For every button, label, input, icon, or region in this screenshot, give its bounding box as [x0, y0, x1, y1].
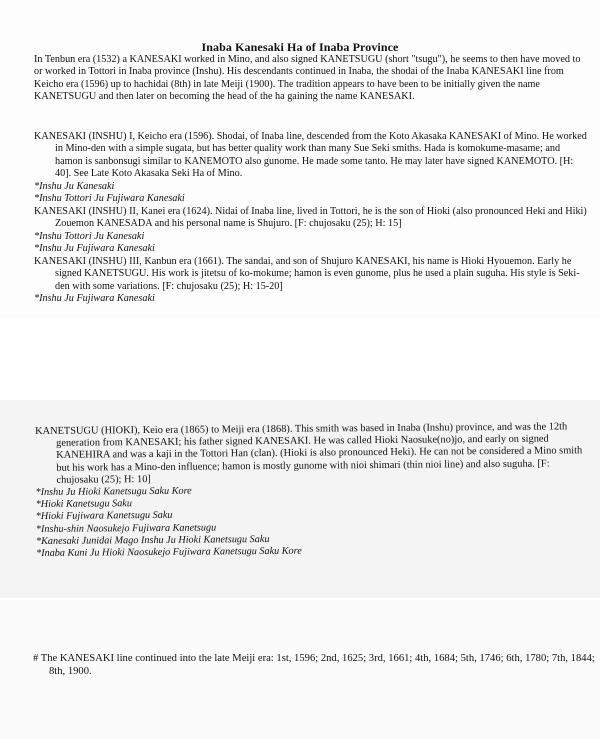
smith-entry: KANESAKI (INSHU) I, Keicho era (1596). Shodai, of Inaba line, descended from the Koto Akasaka KANESAKI of Mino. He worked in Mino-den with a simple sugata, but has better quality work than many Sue Seki smiths. Hada is komokume-masame; and hamon is sanbonsugi similar to KANEMOTO also gunome. He made some tanto. He may later have signed KANEMOTO. [H: 40]. See Late Koto Akasaka Seki Ha of Mino.	[34, 131, 587, 180]
signature-line: *Inshu Ju Fujiwara Kanesaki	[34, 243, 155, 255]
intro-paragraph: In Tenbun era (1532) a KANESAKI worked in Mino, and also signed KANETSUGU (short "tsugu"), he seems to then have moved to or worked in Tottori in Inaba province (Inshu). His descendants continued in Inaba, the shodai of the Inaba KANESAKI line from Keicho era (1596) up to hachidai (8th) in late Meiji (1900). The tradition appears to have been to be initially given the name KANETSUGU and then later on becoming the head of the ha gaining the name KANESAKI.	[34, 54, 581, 103]
signature-line: *Hioki Fujiwara Kanetsugu Saku	[35, 510, 173, 523]
signature-line: *Inaba Kuni Ju Hioki Naosukejo Fujiwara Kanetsugu Saku Kore	[36, 545, 302, 560]
signature-line: *Inshu Ju Hioki Kanetsugu Saku Kore	[35, 485, 192, 499]
signature-line: *Inshu-shin Naosukejo Fujiwara Kanetsugu	[35, 522, 217, 535]
smith-entries	[34, 131, 587, 306]
lineage-note: # The KANESAKI line continued into the late Meiji era: 1st, 1596; 2nd, 1625; 3rd, 1661; 4th, 1684; 5th, 1746; 6th, 1780; 7th, 1844; 8th, 1900.	[33, 653, 595, 677]
signature-line: *Inshu Tottori Ju Fujiwara Kanesaki	[34, 193, 185, 205]
page-title: Inaba Kanesaki Ha of Inaba Province	[201, 40, 399, 54]
smith-entry: KANESAKI (INSHU) III, Kanbun era (1661). The sandai, and son of Shujuro KANESAKI, his name is Hioki Hyouemon. Early he signed KANETSUGU. His work is jitetsu of ko-mokume; hamon is even gunome, plus he used a plain suguha. His style is Seki-den with some variations. [F: chujosaku (25); H: 15-20]	[34, 255, 580, 292]
signature-line: *Kanesaki Junidai Mago Inshu Ju Hioki Kanetsugu Saku	[35, 533, 270, 547]
signature-line: *Inshu Ju Fujiwara Kanesaki	[34, 293, 155, 305]
smith-entries	[35, 421, 592, 560]
signature-line: *Inshu Tottori Ju Kanesaki	[34, 230, 145, 242]
document-page-2	[0, 400, 600, 598]
signature-line: *Hioki Kanetsugu Saku	[35, 498, 132, 511]
document-page-1	[0, 0, 600, 318]
smith-entry: KANESAKI (INSHU) II, Kanei era (1624). Nidai of Inaba line, lived in Tottori, he is the son of Hioki (also pronounced Heki and Hiki) Zouemon KANESADA and his personal name is Shujuro. [F: chujosaku (25); H: 15]	[34, 205, 587, 230]
document-page-3	[0, 600, 600, 739]
smith-entry: KANETSUGU (HIOKI), Keio era (1865) to Meiji era (1868). This smith was based in Inaba (Inshu) province, and was the 12th generation from KANESAKI; his father signed KANESAKI. He was called Hioki Naosuke(no)jo, and early on signed KANEHIRA and was a kaji in the Tottori Han (clan). (Hioki is also pronounced Heki). He can not be considered a Mino smith but his work has a Mino-den influence; hamon is mostly gunome with nioi shimari (thin nioi line) and also suguha. [F: chujosaku (25); H: 10]	[35, 421, 583, 486]
signature-line: *Inshu Ju Kanesaki	[34, 180, 115, 192]
